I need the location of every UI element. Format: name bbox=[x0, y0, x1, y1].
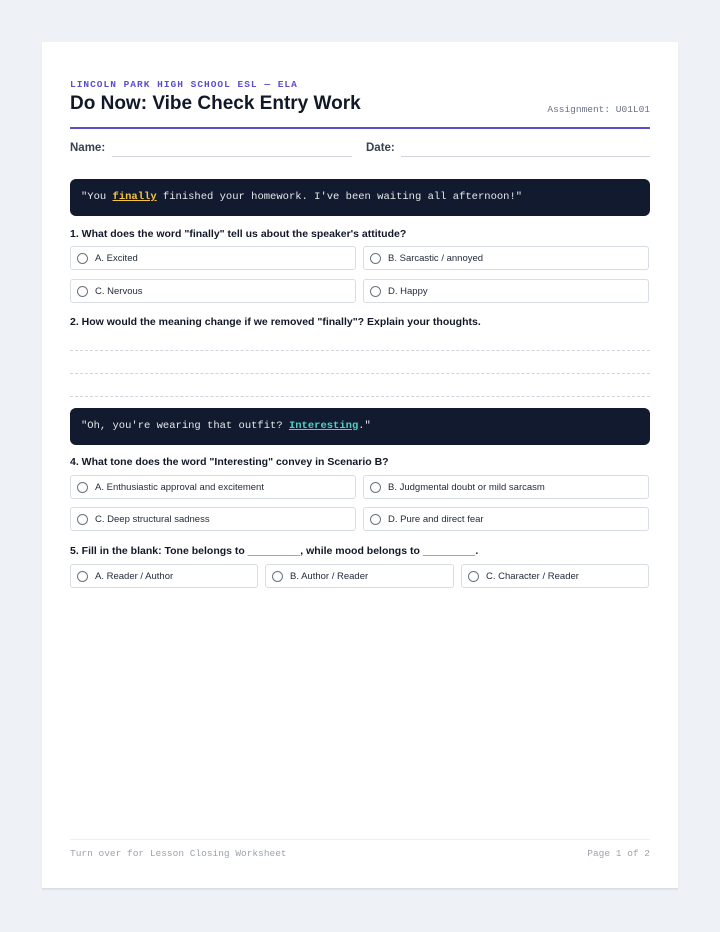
page-title: Do Now: Vibe Check Entry Work bbox=[70, 93, 361, 114]
answer-line[interactable] bbox=[70, 350, 650, 351]
radio-icon[interactable] bbox=[77, 482, 88, 493]
answer-line[interactable] bbox=[70, 396, 650, 397]
q5-option-c[interactable] bbox=[461, 564, 649, 588]
date-field[interactable] bbox=[401, 156, 650, 157]
option-label: A. Reader / Author bbox=[95, 570, 174, 582]
q1-option-d[interactable] bbox=[363, 279, 649, 303]
name-field[interactable] bbox=[112, 156, 352, 157]
q5-option-a[interactable] bbox=[70, 564, 258, 588]
radio-icon[interactable] bbox=[370, 286, 381, 297]
q1-option-c[interactable] bbox=[70, 279, 356, 303]
q5-option-b[interactable] bbox=[265, 564, 454, 588]
option-label: C. Deep structural sadness bbox=[95, 513, 210, 525]
question-1: 1. What does the word "finally" tell us about the speaker's attitude? bbox=[70, 228, 407, 240]
option-label: B. Judgmental doubt or mild sarcasm bbox=[388, 481, 545, 493]
page-number: Page 1 of 2 bbox=[587, 848, 650, 859]
option-label: C. Character / Reader bbox=[486, 570, 579, 582]
radio-icon[interactable] bbox=[77, 514, 88, 525]
school-name: LINCOLN PARK HIGH SCHOOL ESL — ELA bbox=[70, 79, 298, 90]
q4-option-d[interactable] bbox=[363, 507, 649, 531]
radio-icon[interactable] bbox=[77, 571, 88, 582]
q1-option-b[interactable] bbox=[363, 246, 649, 270]
assignment-code: Assignment: U01L01 bbox=[547, 104, 650, 115]
q4-option-b[interactable] bbox=[363, 475, 649, 499]
question-5: 5. Fill in the blank: Tone belongs to _________, while mood belongs to _________. bbox=[70, 545, 479, 557]
footer-divider bbox=[70, 839, 650, 840]
scenario-b-quote bbox=[70, 408, 650, 445]
header-divider bbox=[70, 127, 650, 129]
name-label: Name: bbox=[70, 142, 106, 154]
option-label: A. Excited bbox=[95, 252, 138, 264]
quote-text: "You bbox=[81, 191, 113, 203]
radio-icon[interactable] bbox=[468, 571, 479, 582]
radio-icon[interactable] bbox=[370, 482, 381, 493]
option-label: A. Enthusiastic approval and excitement bbox=[95, 481, 264, 493]
q4-option-c[interactable] bbox=[70, 507, 356, 531]
date-label: Date: bbox=[366, 142, 395, 154]
highlighted-word: finally bbox=[112, 191, 157, 203]
option-label: D. Happy bbox=[388, 285, 428, 297]
radio-icon[interactable] bbox=[77, 286, 88, 297]
option-label: B. Sarcastic / annoyed bbox=[388, 252, 484, 264]
q4-option-a[interactable] bbox=[70, 475, 356, 499]
radio-icon[interactable] bbox=[370, 514, 381, 525]
option-label: B. Author / Reader bbox=[290, 570, 369, 582]
footer-note: Turn over for Lesson Closing Worksheet bbox=[70, 848, 287, 859]
highlighted-word: Interesting bbox=[288, 420, 359, 432]
question-2: 2. How would the meaning change if we removed "finally"? Explain your thoughts. bbox=[70, 316, 481, 328]
q1-option-a[interactable] bbox=[70, 246, 356, 270]
quote-text: "Oh, you're wearing that outfit? bbox=[81, 420, 289, 432]
radio-icon[interactable] bbox=[77, 253, 88, 264]
question-4: 4. What tone does the word "Interesting" convey in Scenario B? bbox=[70, 456, 389, 468]
option-label: C. Nervous bbox=[95, 285, 143, 297]
option-label: D. Pure and direct fear bbox=[388, 513, 484, 525]
quote-text: finished your homework. I've been waiting all afternoon!" bbox=[156, 191, 523, 203]
scenario-a-quote bbox=[70, 179, 650, 216]
worksheet-page bbox=[42, 42, 678, 889]
radio-icon[interactable] bbox=[370, 253, 381, 264]
radio-icon[interactable] bbox=[272, 571, 283, 582]
quote-text: ." bbox=[358, 420, 371, 432]
answer-line[interactable] bbox=[70, 373, 650, 374]
